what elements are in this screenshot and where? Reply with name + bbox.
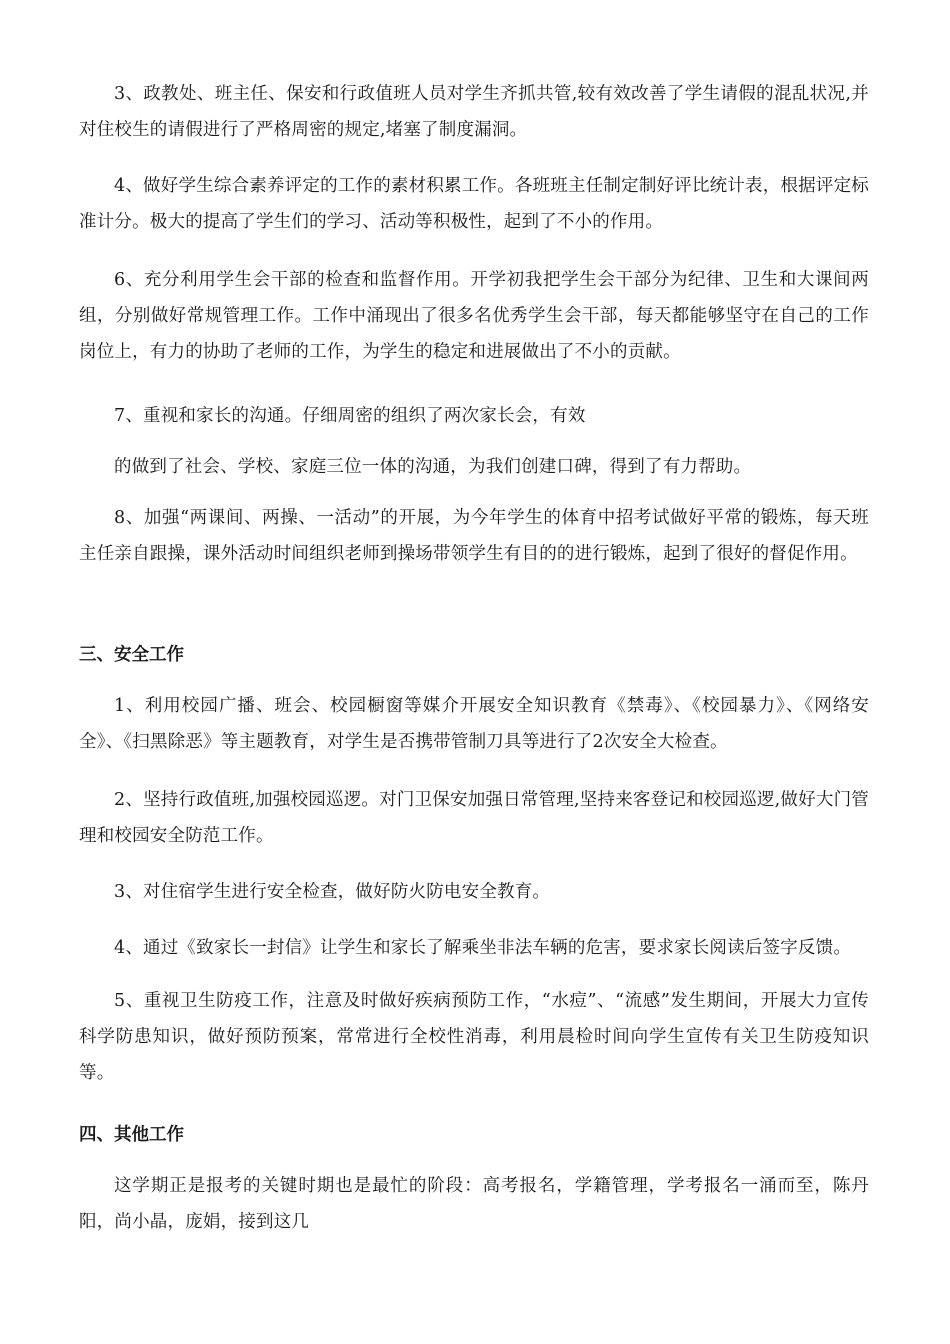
paragraph-safety-4: 4、通过《致家长一封信》让学生和家长了解乘坐非法车辆的危害，要求家长阅读后签字反馈。 [114, 938, 852, 958]
paragraph-item-7: 7、重视和家长的沟通。仔细周密的组织了两次家长会，有效 [114, 406, 586, 426]
paragraph-item-8: 8、加强“两课间、两操、一活动”的开展，为今年学生的体育中招考试做好平常的锻炼，每天班主任亲自跟操，课外活动时间组织老师到操场带领学生有目的的进行锻炼，起到了很好的督促作用。 [79, 508, 869, 564]
section-heading-safety: 三、安全工作 [79, 645, 184, 665]
paragraph-item-7-continued: 的做到了社会、学校、家庭三位一体的沟通，为我们创建口碑，得到了有力帮助。 [114, 457, 752, 477]
paragraph-safety-2: 2、坚持行政值班,加强校园巡逻。对门卫保安加强日常管理,坚持来客登记和校园巡逻,做好大门管理和校园安全防范工作。 [79, 790, 869, 846]
paragraph-safety-5: 5、重视卫生防疫工作，注意及时做好疾病预防工作，“水痘”、“流感”发生期间，开展大力宣传科学防患知识，做好预防预案，常常进行全校性消毒，利用晨检时间向学生宣传有关卫生防疫知识等。 [79, 991, 869, 1083]
paragraph-safety-1: 1、利用校园广播、班会、校园橱窗等媒介开展安全知识教育《禁毒》、《校园暴力》、《网络安全》、《扫黑除恶》等主题教育，对学生是否携带管制刀具等进行了2次安全大检查。 [79, 696, 869, 752]
paragraph-item-3: 3、政教处、班主任、保安和行政值班人员对学生齐抓共管,较有效改善了学生请假的混乱状况,并对住校生的请假进行了严格周密的规定,堵塞了制度漏洞。 [79, 84, 869, 140]
paragraph-other-1: 这学期正是报考的关键时期也是最忙的阶段：高考报名，学籍管理，学考报名一涌而至，陈丹阳，尚小晶，庞娟，接到这几 [79, 1176, 869, 1232]
paragraph-safety-3: 3、对住宿学生进行安全检查，做好防火防电安全教育。 [114, 882, 551, 902]
section-heading-other: 四、其他工作 [79, 1125, 184, 1145]
paragraph-item-6: 6、充分利用学生会干部的检查和监督作用。开学初我把学生会干部分为纪律、卫生和大课间两组，分别做好常规管理工作。工作中涌现出了很多名优秀学生会干部，每天都能够坚守在自己的工作岗位上，有力的协助了老师的工作，为学生的稳定和进展做出了不小的贡献。 [79, 270, 869, 362]
paragraph-item-4: 4、做好学生综合素养评定的工作的素材积累工作。各班班主任制定制好评比统计表，根据评定标准计分。极大的提高了学生们的学习、活动等积极性，起到了不小的作用。 [79, 176, 869, 232]
